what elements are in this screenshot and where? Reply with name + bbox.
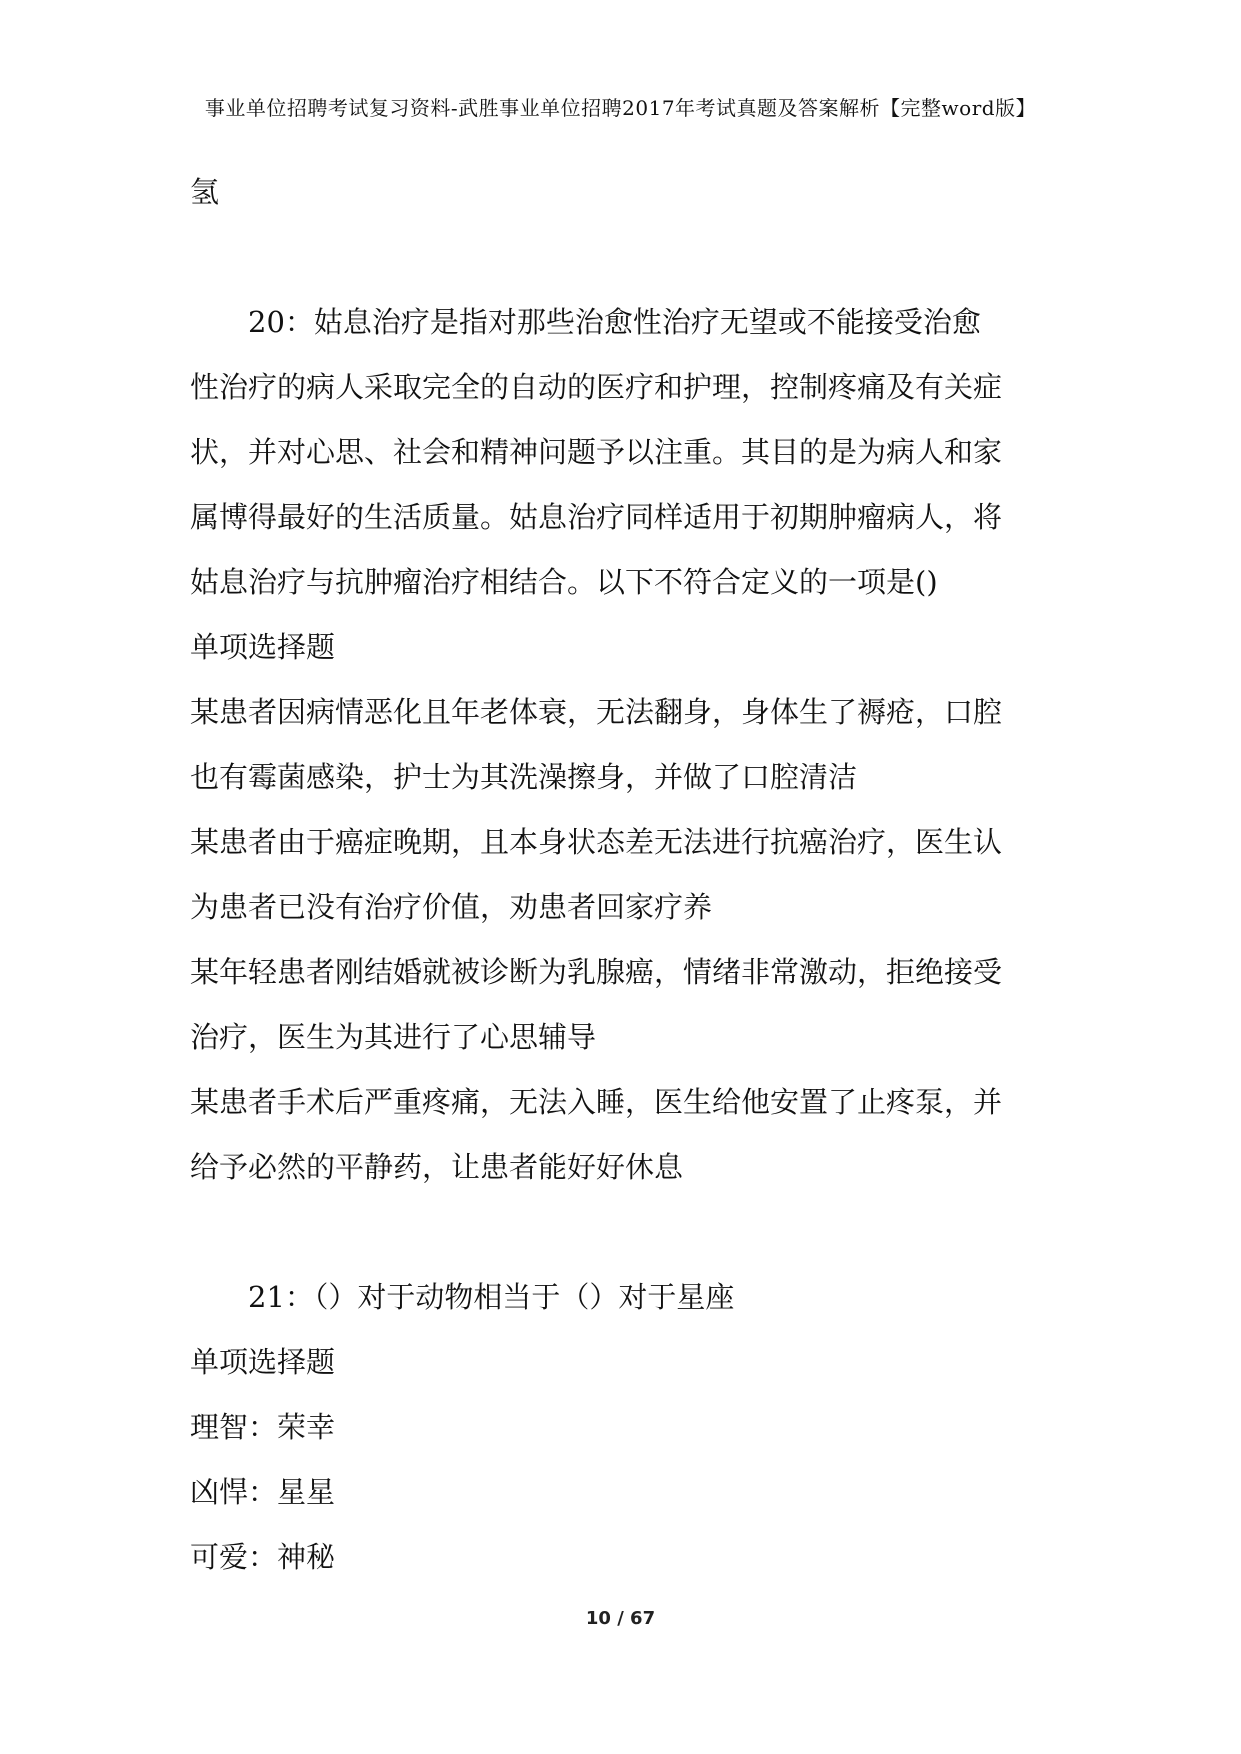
question-stem-line: 姑息治疗与抗肿瘤治疗相结合。以下不符合定义的一项是() [190, 565, 938, 599]
page-number: 10 / 67 [585, 1608, 656, 1629]
page-content [190, 160, 1060, 1590]
spacer [190, 225, 1060, 290]
option-line: 也有霉菌感染，护士为其洗澡擦身，并做了口腔清洁 [190, 760, 858, 794]
question-stem-line: 21：（）对于动物相当于（）对于星座 [248, 1280, 735, 1314]
question-type: 单项选择题 [190, 630, 336, 664]
question-type: 单项选择题 [190, 1345, 336, 1379]
option-line: 某年轻患者刚结婚就被诊断为乳腺癌，情绪非常激动，拒绝接受 [190, 955, 1003, 989]
option-line: 可爱：神秘 [190, 1540, 336, 1574]
question-stem-line: 20：姑息治疗是指对那些治愈性治疗无望或不能接受治愈 [248, 305, 981, 339]
option-line: 某患者手术后严重疼痛，无法入睡，医生给他安置了止疼泵，并 [190, 1085, 1003, 1119]
option-line: 凶悍：星星 [190, 1475, 336, 1509]
question-stem-line: 性治疗的病人采取完全的自动的医疗和护理，控制疼痛及有关症 [190, 370, 1003, 404]
option-line: 理智：荣幸 [190, 1410, 336, 1444]
option-line: 某患者由于癌症晚期，且本身状态差无法进行抗癌治疗，医生认 [190, 825, 1003, 859]
question-20 [190, 290, 1060, 1200]
question-stem-line: 状，并对心思、社会和精神问题予以注重。其目的是为病人和家 [190, 435, 1003, 469]
lead-text: 氢 [190, 175, 220, 209]
option-line: 给予必然的平静药，让患者能好好休息 [190, 1150, 684, 1184]
question-stem-line: 属博得最好的生活质量。姑息治疗同样适用于初期肿瘤病人，将 [190, 500, 1003, 534]
option-line: 某患者因病情恶化且年老体衰，无法翻身，身体生了褥疮，口腔 [190, 695, 1003, 729]
question-21 [190, 1265, 1060, 1590]
spacer [190, 1200, 1060, 1265]
page-header: 事业单位招聘考试复习资料-武胜事业单位招聘2017年考试真题及答案解析【完整word版】 [204, 96, 1037, 120]
option-line: 治疗，医生为其进行了心思辅导 [190, 1020, 597, 1054]
option-line: 为患者已没有治疗价值，劝患者回家疗养 [190, 890, 713, 924]
